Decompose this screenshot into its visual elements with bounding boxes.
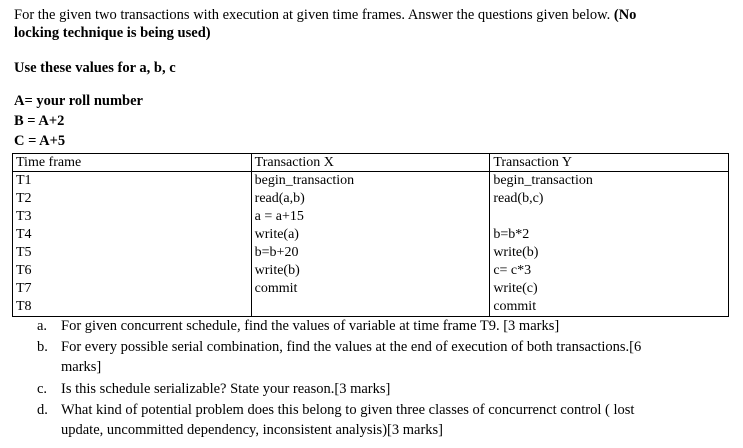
- no-locking-note-cont: locking technique is being used): [14, 25, 211, 41]
- question-b-text-cont: marks]: [61, 359, 102, 375]
- transaction-y-cell: begin_transaction: [490, 172, 729, 191]
- transaction-x-cell: begin_transaction: [251, 172, 490, 191]
- question-d-text-cont: update, uncommitted dependency, inconsistent analysis)[3 marks]: [61, 422, 443, 438]
- time-cell: T5: [13, 244, 252, 262]
- transaction-y-cell: write(c): [490, 280, 729, 298]
- transaction-y-cell: write(b): [490, 244, 729, 262]
- transaction-y-cell: commit: [490, 298, 729, 317]
- table-row: [13, 226, 729, 244]
- transaction-y-cell: c= c*3: [490, 262, 729, 280]
- table-row: [13, 298, 729, 317]
- variable-b: B = A+2: [14, 113, 65, 129]
- time-cell: T7: [13, 280, 252, 298]
- header-time-frame: Time frame: [13, 154, 252, 172]
- transaction-x-cell: read(a,b): [251, 190, 490, 208]
- table-row: [13, 244, 729, 262]
- time-cell: T8: [13, 298, 252, 317]
- question-d-text: What kind of potential problem does this belong to given three classes of concurrenct control ( lost: [61, 402, 635, 418]
- question-b-text: For every possible serial combination, find the values at the end of execution of both transactions.[6: [61, 339, 642, 355]
- table-header-row: [13, 154, 729, 172]
- instructions-line-1: [14, 7, 636, 24]
- transaction-y-cell: [490, 208, 729, 226]
- variable-c: C = A+5: [14, 133, 66, 149]
- transaction-y-cell: read(b,c): [490, 190, 729, 208]
- table-row: [13, 208, 729, 226]
- table-row: [13, 190, 729, 208]
- table-row: [13, 280, 729, 298]
- time-cell: T1: [13, 172, 252, 191]
- question-a-marker: a.: [37, 318, 48, 334]
- question-c-marker: c.: [37, 381, 48, 397]
- no-locking-note: (No: [613, 7, 637, 23]
- question-a-text: For given concurrent schedule, find the values of variable at time frame T9. [3 marks]: [61, 318, 560, 334]
- time-cell: T3: [13, 208, 252, 226]
- question-c-text: Is this schedule serializable? State your reason.[3 marks]: [61, 381, 391, 397]
- transaction-x-cell: write(a): [251, 226, 490, 244]
- values-heading: Use these values for a, b, c: [14, 60, 176, 76]
- transaction-x-cell: commit: [251, 280, 490, 298]
- time-cell: T6: [13, 262, 252, 280]
- schedule-table: [12, 153, 729, 317]
- header-transaction-x: Transaction X: [251, 154, 490, 172]
- transaction-x-cell: a = a+15: [251, 208, 490, 226]
- transaction-y-cell: b=b*2: [490, 226, 729, 244]
- question-d-marker: d.: [37, 402, 48, 418]
- variable-a: A= your roll number: [14, 93, 143, 109]
- table-row: [13, 172, 729, 191]
- transaction-x-cell: [251, 298, 490, 317]
- time-cell: T2: [13, 190, 252, 208]
- transaction-x-cell: b=b+20: [251, 244, 490, 262]
- transaction-x-cell: write(b): [251, 262, 490, 280]
- header-transaction-y: Transaction Y: [490, 154, 729, 172]
- question-b-marker: b.: [37, 339, 48, 355]
- time-cell: T4: [13, 226, 252, 244]
- instructions-text: For the given two transactions with execution at given time frames. Answer the questions given below.: [14, 7, 614, 23]
- table-row: [13, 262, 729, 280]
